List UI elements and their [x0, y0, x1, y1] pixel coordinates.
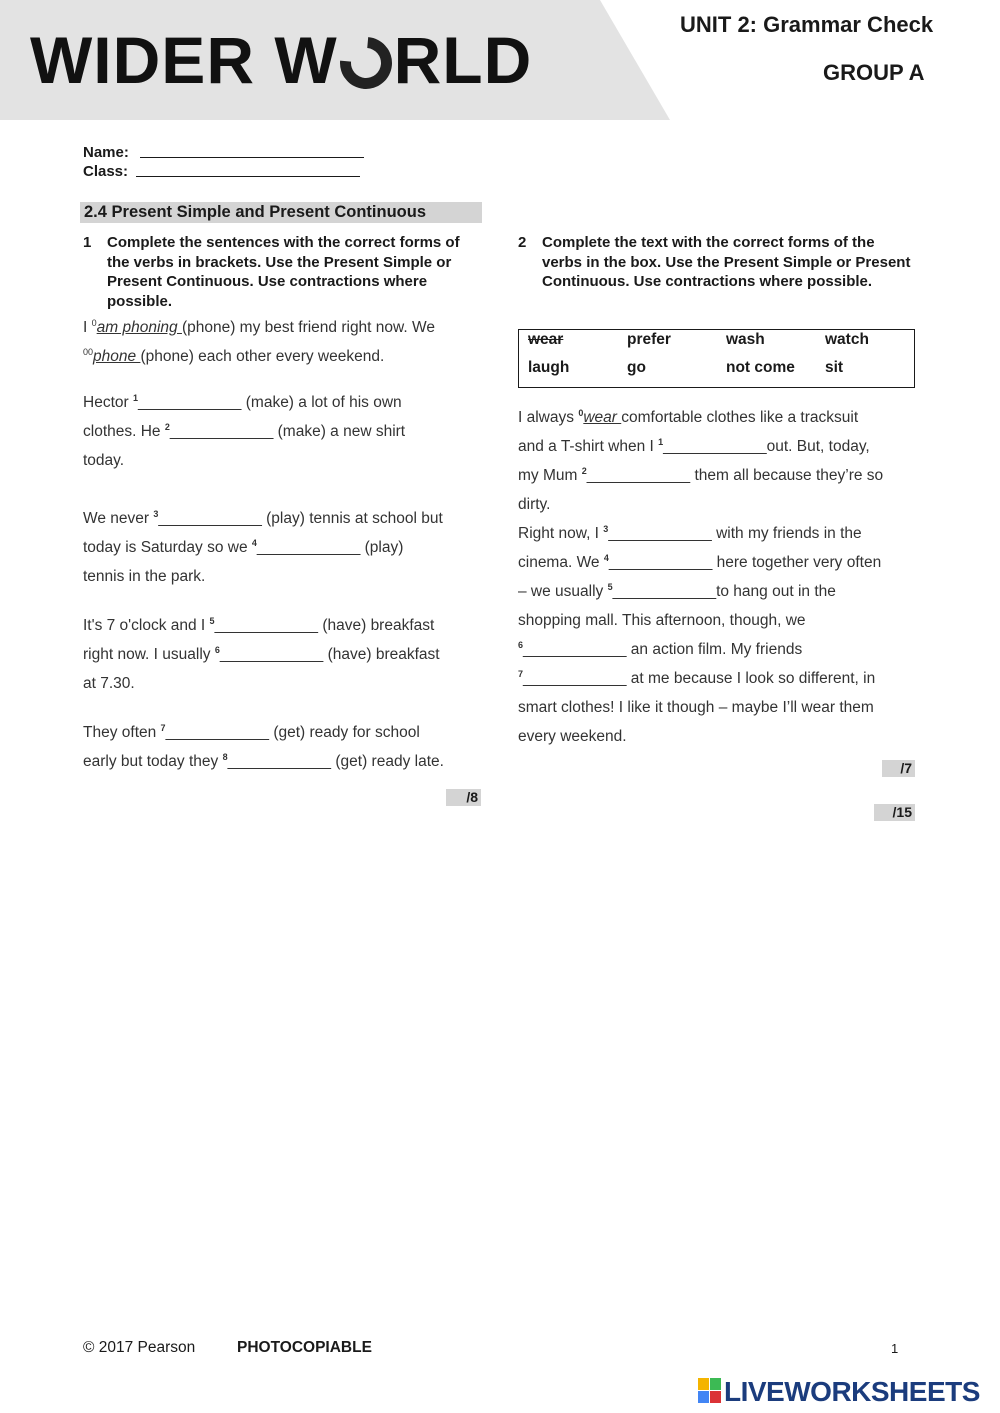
blank-3[interactable]: ____________	[158, 510, 262, 527]
text-blank-5[interactable]: ____________	[612, 583, 717, 600]
exercise2-number: 2	[518, 234, 527, 251]
blank-4[interactable]: ____________	[256, 539, 361, 556]
blank-2[interactable]: ____________	[169, 423, 274, 440]
exercise2-text: I always $^0$wear comfortable clothes like a tracksuit and a T-shirt when I $^1$____________out. But, today, my Mum $^2$____________ them all because they’re so dirty. Right now, I $^3$____________ with my friends in the cinema. We $^4$____________ here together very often – we usually $^5$____________to hang out in the shopping mall. This afternoon, though, we $^6$____________ an action film. My friends $^7$____________ at me because I look so different, in smart clothes! I like it though – maybe I’ll wear them every weekend.	[518, 408, 884, 745]
text-blank-7[interactable]: ____________	[523, 670, 627, 687]
word-not-come: not come	[726, 359, 795, 376]
blank-7[interactable]: ____________	[165, 724, 270, 741]
text-blank-2[interactable]: ____________	[586, 467, 691, 484]
word-prefer: prefer	[627, 331, 671, 348]
blank-8[interactable]: ____________	[227, 753, 332, 770]
exercise1-instruction	[83, 233, 483, 311]
text-blank-4[interactable]: ____________	[608, 554, 713, 571]
exercise1-paragraph-2: We never $^3$____________ (play) tennis at school but today is Saturday so we $^4$____________ (play) tennis in the park.	[83, 504, 483, 591]
name-field[interactable]	[140, 146, 364, 158]
text-blank-3[interactable]: ____________	[608, 525, 712, 542]
word-laugh: laugh	[528, 359, 570, 376]
group-title: GROUP A	[823, 60, 925, 85]
name-label: Name:	[83, 144, 129, 161]
section-heading: 2.4 Present Simple and Present Continuous	[80, 202, 482, 223]
blank-6[interactable]: ____________	[219, 646, 324, 663]
exercise1-paragraph-3: It's 7 o'clock and I $^5$____________ (have) breakfast right now. I usually $^6$____________ (have) breakfast at 7.30.	[83, 611, 483, 698]
liveworksheets-brand[interactable]	[698, 1376, 980, 1408]
word-wash: wash	[726, 331, 765, 348]
exercise2-instruction	[518, 233, 918, 292]
liveworksheets-label: LIVEWORKSHEETS	[724, 1376, 980, 1407]
name-row	[83, 144, 364, 161]
total-score: /15	[874, 804, 915, 821]
exercise1-instruction-text: Complete the sentences with the correct forms of the verbs in brackets. Use the Present Simple or Present Continuous. Use contractions where possible.	[107, 234, 460, 310]
example-answer-0: am phoning	[96, 319, 182, 336]
logo-o-ring-icon	[329, 26, 402, 99]
page-number: 1	[891, 1341, 899, 1356]
unit-title: UNIT 2: Grammar Check	[680, 12, 934, 37]
liveworksheets-logo-icon	[698, 1378, 722, 1404]
text-blank-1[interactable]: ____________	[663, 438, 767, 455]
example-answer-wear: wear	[583, 409, 622, 426]
example-answer-00: phone	[93, 348, 141, 365]
exercise1-paragraph-4: They often $^7$____________ (get) ready for school early but today they $^8$____________ (get) ready late.	[83, 718, 483, 776]
word-go: go	[627, 359, 646, 376]
photocopiable-label: PHOTOCOPIABLE	[237, 1339, 372, 1356]
class-label: Class:	[83, 163, 129, 180]
word-wear: wear	[528, 331, 564, 348]
exercise1-number: 1	[83, 234, 92, 251]
exercise1-paragraph-1: Hector $^1$____________ (make) a lot of his own clothes. He $^2$____________ (make) a new shirt today.	[83, 388, 483, 475]
copyright: © 2017 Pearson	[83, 1339, 196, 1356]
text-blank-6[interactable]: ____________	[523, 641, 627, 658]
wider-world-logo: WIDER W RLD	[30, 24, 532, 96]
class-field[interactable]	[136, 165, 360, 177]
exercise1-score: /8	[446, 789, 481, 806]
exercise2-instruction-text: Complete the text with the correct forms of the verbs in the box. Use the Present Simple or Present Continuous. Use contractions where possible.	[542, 234, 911, 290]
exercise1-example: I $^0$am phoning (phone) my best friend right now. We $^{00}$phone (phone) each other every weekend.	[83, 318, 435, 365]
blank-5[interactable]: ____________	[214, 617, 319, 634]
blank-1[interactable]: ____________	[137, 394, 242, 411]
word-watch: watch	[825, 331, 869, 348]
class-row	[83, 163, 360, 180]
exercise2-score: /7	[882, 760, 915, 777]
word-box	[518, 329, 915, 388]
word-sit: sit	[825, 359, 844, 376]
